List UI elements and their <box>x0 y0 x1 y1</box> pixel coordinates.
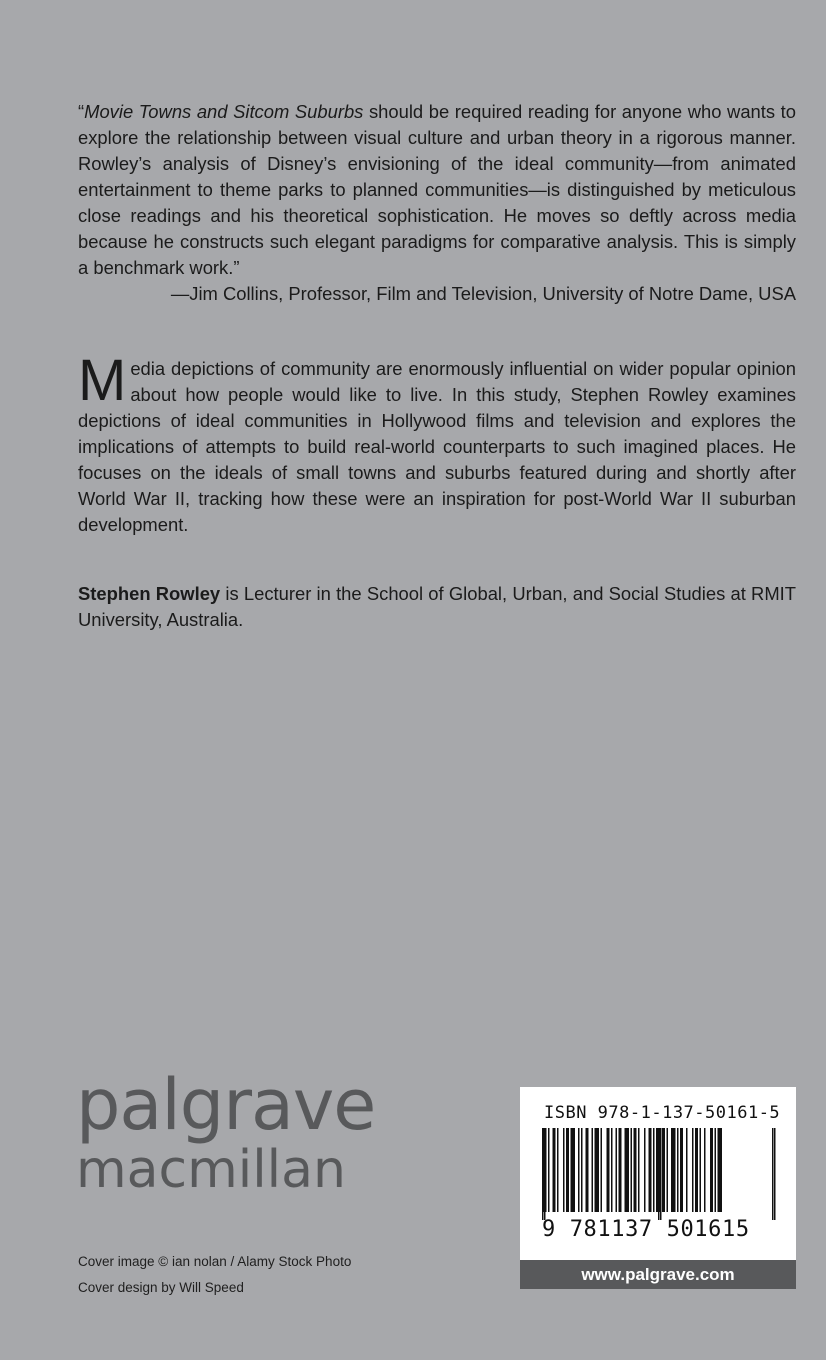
logo-line-macmillan: macmillan <box>76 1140 346 1200</box>
book-description <box>78 348 796 538</box>
publisher-logo <box>76 1064 376 1200</box>
cover-credits <box>78 1249 351 1301</box>
endorsement-quote <box>78 99 796 307</box>
barcode-graphic <box>542 1128 776 1220</box>
description-text: edia depictions of community are enormously influential on wider popular opinion about how people would like to live. In this study, Stephen Rowley examines depictions of ideal communities in Hollywood films and television and explores the implications of attempts to build real-world counterparts to such imagined places. He focuses on the ideals of small towns and suburbs featured during and shortly after World War II, tracking how these were an inspiration for post-World War II suburban development. <box>78 358 796 535</box>
drop-cap: M <box>78 348 127 413</box>
author-name: Stephen Rowley <box>78 583 221 604</box>
cover-image-credit: Cover image © ian nolan / Alamy Stock Photo <box>78 1254 352 1269</box>
quote-open-mark: “ <box>78 101 85 122</box>
quote-text <box>78 99 796 281</box>
isbn-barcode-box <box>520 1087 796 1260</box>
quoted-book-title: Movie Towns and Sitcom Suburbs <box>84 101 364 122</box>
barcode-digits: 9 781137 501615 <box>542 1217 750 1242</box>
logo-line-palgrave: palgrave <box>76 1064 376 1146</box>
publisher-url: www.palgrave.com <box>520 1260 796 1289</box>
quote-body: should be required reading for anyone who wants to explore the relationship between visual culture and urban theory in a rigorous manner. Rowley’s analysis of Disney’s envisioning of the ideal community—from animated entertainment to theme parks to planned communities—is distinguished by meticulous close readings and his theoretical sophistication. He moves so deftly across media because he constructs such elegant paradigms for comparative analysis. This is simply a benchmark work.” <box>78 101 796 278</box>
author-bio <box>78 581 796 633</box>
author-bio-text: is Lecturer in the School of Global, Urban, and Social Studies at RMIT University, Australia. <box>78 583 797 630</box>
cover-design-credit: Cover design by Will Speed <box>78 1280 244 1295</box>
isbn-label: ISBN 978-1-137-50161-5 <box>544 1103 781 1123</box>
quote-attribution: —Jim Collins, Professor, Film and Television, University of Notre Dame, USA <box>170 283 796 304</box>
